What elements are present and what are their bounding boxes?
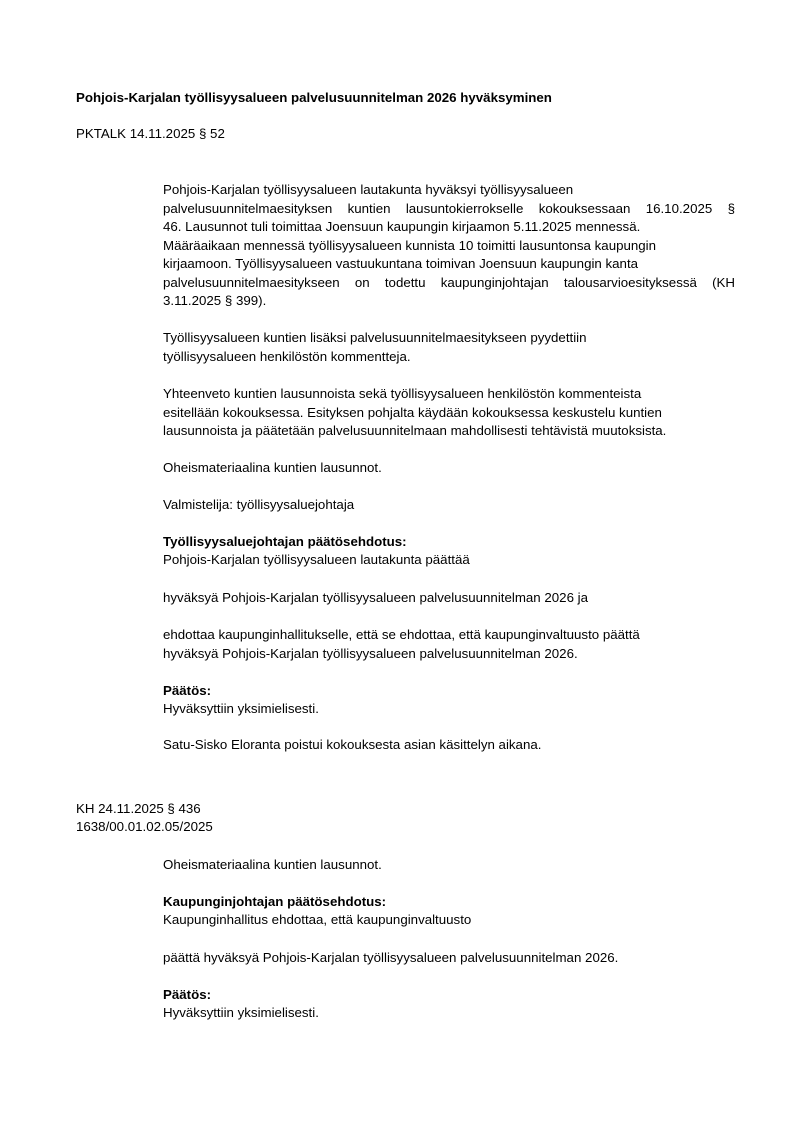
text-line: palvelusuunnitelmaesitykseen on todettu kaupunginjohtajan talousarvioesityksessä (KH: [163, 274, 735, 290]
text-line: lausunnoista ja päätetään palvelusuunnitelmaan mahdollisesti tehtävistä muutoksista.: [163, 423, 667, 438]
section1-decision-note: Satu-Sisko Eloranta poistui kokouksesta asian käsittelyn aikana.: [163, 737, 542, 752]
text-line: palvelusuunnitelmaesityksen kuntien lausuntokierrokselle kokouksessaan 16.10.2025 §: [163, 200, 735, 216]
section1-attachment-note: Oheismateriaalina kuntien lausunnot.: [163, 460, 382, 475]
section1-proposal-heading: Työllisyysaluejohtajan päätösehdotus:: [163, 534, 407, 549]
text-line: ehdottaa kaupunginhallitukselle, että se ehdottaa, että kaupunginvaltuusto päättä: [163, 627, 640, 642]
section1-paragraph-summary: [163, 385, 735, 441]
section1-paragraph-staff-comments: [163, 329, 735, 366]
section1-decision-heading: Päätös:: [163, 683, 212, 698]
section1-preparer: Valmistelija: työllisyysaluejohtaja: [163, 497, 355, 512]
section2-record-number: 1638/00.01.02.05/2025: [76, 819, 213, 834]
section2-attachment-note: Oheismateriaalina kuntien lausunnot.: [163, 857, 382, 872]
section2-proposal-item-1: päättä hyväksyä Pohjois-Karjalan työllisyysalueen palvelusuunnitelman 2026.: [163, 950, 619, 965]
section2-decision-heading: Päätös:: [163, 987, 212, 1002]
document-title: Pohjois-Karjalan työllisyysalueen palvelusuunnitelman 2026 hyväksyminen: [76, 90, 552, 105]
text-line: esitellään kokouksessa. Esityksen pohjalta käydään kokouksessa keskustelu kuntien: [163, 404, 662, 420]
section2-proposal-intro: Kaupunginhallitus ehdottaa, että kaupunginvaltuusto: [163, 912, 472, 927]
section2-decision-text: Hyväksyttiin yksimielisesti.: [163, 1005, 319, 1020]
text-line: Määräaikaan mennessä työllisyysalueen kunnista 10 toimitti lausuntonsa kaupungin: [163, 237, 657, 253]
text-line: 3.11.2025 § 399).: [163, 293, 267, 308]
text-line: työllisyysalueen henkilöstön kommentteja.: [163, 348, 411, 364]
section1-proposal-item-2: [163, 626, 735, 663]
text-line: 46. Lausunnot tuli toimittaa Joensuun kaupungin kirjaamon 5.11.2025 mennessä.: [163, 219, 641, 234]
section1-paragraph-background: [163, 181, 735, 311]
text-line: Pohjois-Karjalan työllisyysalueen lautakunta hyväksyi työllisyysalueen: [163, 182, 574, 197]
text-line: hyväksyä Pohjois-Karjalan työllisyysalueen palvelusuunnitelman 2026.: [163, 645, 578, 661]
section1-proposal-item-1: hyväksyä Pohjois-Karjalan työllisyysalueen palvelusuunnitelman 2026 ja: [163, 590, 589, 605]
text-line: Yhteenveto kuntien lausunnoista sekä työllisyysalueen henkilöstön kommenteista: [163, 386, 642, 401]
section1-reference: PKTALK 14.11.2025 § 52: [76, 126, 225, 141]
text-line: Työllisyysalueen kuntien lisäksi palvelusuunnitelmaesitykseen pyydettiin: [163, 330, 587, 345]
section1-decision-text: Hyväksyttiin yksimielisesti.: [163, 701, 319, 716]
section1-proposal-intro: Pohjois-Karjalan työllisyysalueen lautakunta päättää: [163, 552, 470, 567]
section2-proposal-heading: Kaupunginjohtajan päätösehdotus:: [163, 894, 387, 909]
text-line: kirjaamoon. Työllisyysalueen vastuukuntana toimivan Joensuun kaupungin kanta: [163, 256, 639, 271]
section2-reference: KH 24.11.2025 § 436: [76, 801, 201, 816]
